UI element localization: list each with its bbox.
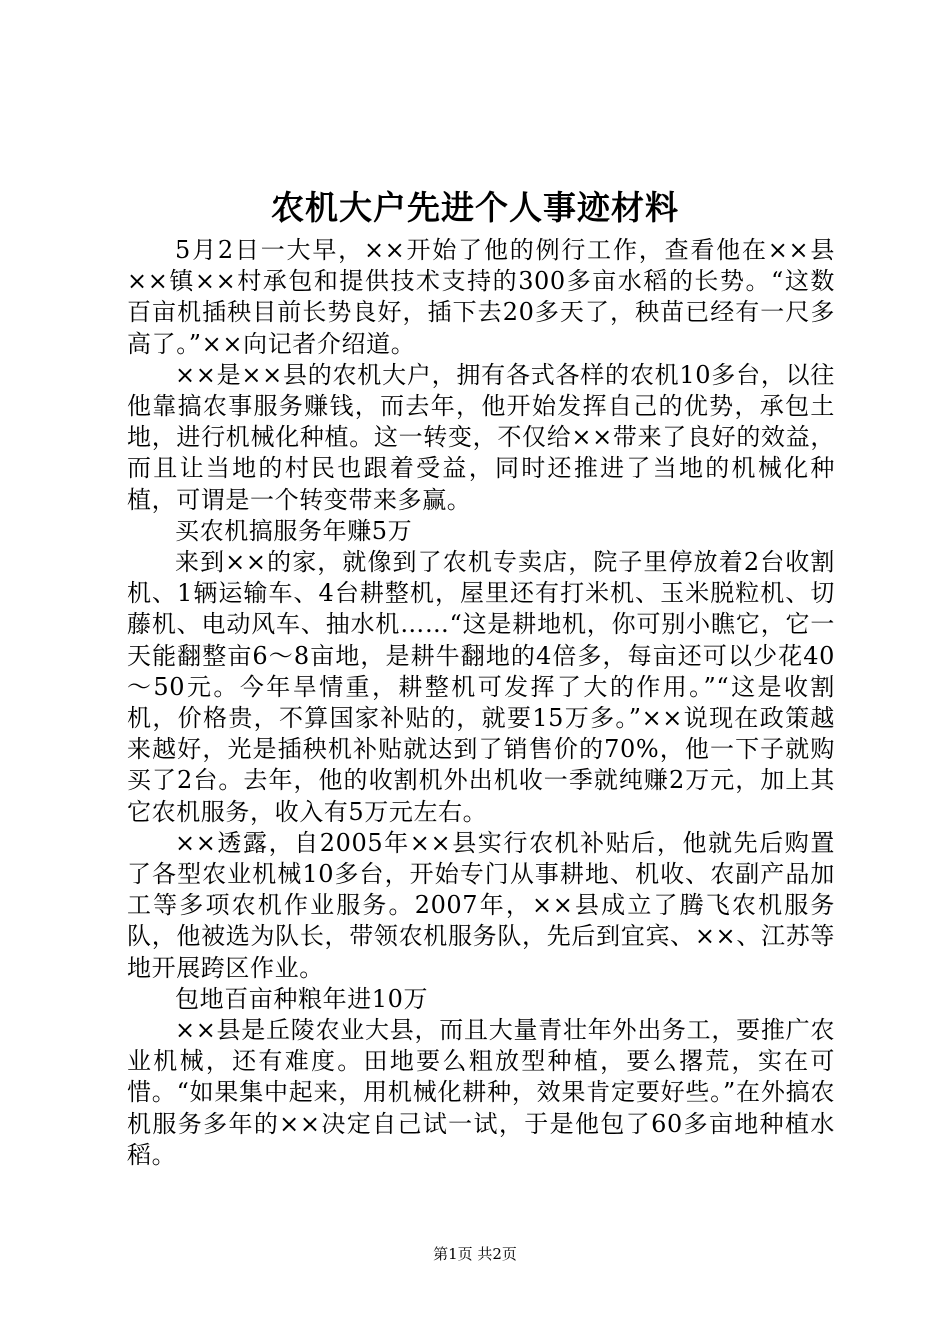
document-title: 农机大户先进个人事迹材料 <box>271 188 679 227</box>
page-footer: 第1页 共2页 <box>433 1245 517 1263</box>
document-body <box>127 235 835 1171</box>
paragraph-farming: ××县是丘陵农业大县，而且大量青壮年外出务工，要推广农业机械，还有难度。田地要么粗放型种植，要么撂荒，实在可惜。“如果集中起来，用机械化耕种，效果肯定要好些。”在外搞农机服务多年的××决定自己试一试，于是他包了60多亩地种植水稻。 <box>127 1016 835 1169</box>
section-heading-machinery: 买农机搞服务年赚5万 <box>175 516 413 545</box>
section-heading-farming: 包地百亩种粮年进10万 <box>175 984 429 1013</box>
paragraph-intro: 5月2日一大早，××开始了他的例行工作，查看他在××县××镇××村承包和提供技术支持的300多亩水稻的长势。“这数百亩机插秧目前长势良好，插下去20多天了，秧苗已经有一尺多高了。”××向记者介绍道。 <box>127 236 835 358</box>
paragraph-background: ××是××县的农机大户，拥有各式各样的农机10多台，以往他靠搞农事服务赚钱，而去年，他开始发挥自己的优势，承包土地，进行机械化种植。这一转变，不仅给××带来了良好的效益，而且让当地的村民也跟着受益，同时还推进了当地的机械化种植，可谓是一个转变带来多赢。 <box>127 360 835 514</box>
paragraph-machinery: 来到××的家，就像到了农机专卖店，院子里停放着2台收割机、1辆运输车、4台耕整机，屋里还有打米机、玉米脱粒机、切藤机、电动风车、抽水机……“这是耕地机，你可别小瞧它，它一天能翻整亩6～8亩地，是耕牛翻地的4倍多，每亩还可以少花40～50元。今年旱情重，耕整机可发挥了大的作用。”“这是收割机，价格贵，不算国家补贴的，就要15万多。”××说现在政策越来越好，光是插秧机补贴就达到了销售价的70%，他一下子就购买了2台。去年，他的收割机外出机收一季就纯赚2万元，加上其它农机服务，收入有5万元左右。 <box>127 548 835 826</box>
paragraph-subsidy: ××透露，自2005年××县实行农机补贴后，他就先后购置了各型农业机械10多台，开始专门从事耕地、机收、农副产品加工等多项农机作业服务。2007年，××县成立了腾飞农机服务队，他被选为队长，带领农机服务队，先后到宜宾、××、江苏等地开展跨区作业。 <box>127 828 835 982</box>
